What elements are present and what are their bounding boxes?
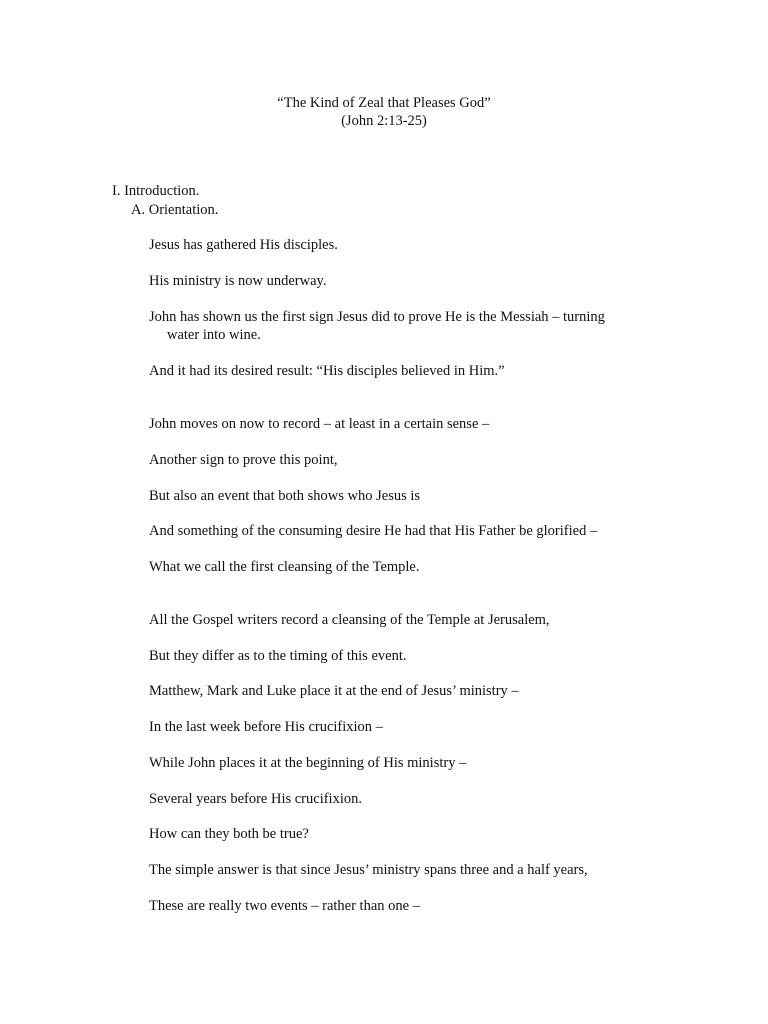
paragraph: The simple answer is that since Jesus’ ministry spans three and a half years,: [149, 862, 588, 878]
paragraph: And something of the consuming desire He had that His Father be glorified –: [149, 523, 598, 539]
paragraph: But also an event that both shows who Jesus is: [149, 488, 421, 504]
paragraph: But they differ as to the timing of this event.: [149, 648, 407, 664]
paragraph: All the Gospel writers record a cleansing of the Temple at Jerusalem,: [149, 612, 550, 628]
paragraph: His ministry is now underway.: [149, 273, 327, 289]
paragraph: John moves on now to record – at least in a certain sense –: [149, 416, 490, 432]
paragraph: Another sign to prove this point,: [149, 452, 338, 468]
scripture-reference: (John 2:13-25): [341, 113, 427, 129]
paragraph: Jesus has gathered His disciples.: [149, 237, 338, 253]
subsection-heading: A. Orientation.: [131, 202, 219, 218]
paragraph: Matthew, Mark and Luke place it at the end of Jesus’ ministry –: [149, 683, 519, 699]
sermon-title: “The Kind of Zeal that Pleases God”: [277, 95, 491, 111]
paragraph: While John places it at the beginning of His ministry –: [149, 755, 467, 771]
paragraph-continuation: water into wine.: [167, 327, 261, 343]
paragraph: In the last week before His crucifixion –: [149, 719, 383, 735]
paragraph: And it had its desired result: “His disciples believed in Him.”: [149, 363, 505, 379]
paragraph: Several years before His crucifixion.: [149, 791, 362, 807]
paragraph-line: John has shown us the first sign Jesus did to prove He is the Messiah – turning: [149, 309, 605, 325]
paragraph: These are really two events – rather than one –: [149, 898, 420, 914]
paragraph: What we call the first cleansing of the Temple.: [149, 559, 420, 575]
section-heading: I. Introduction.: [112, 183, 200, 199]
paragraph: [149, 308, 649, 344]
paragraph: How can they both be true?: [149, 826, 309, 842]
title-block: [0, 94, 768, 130]
